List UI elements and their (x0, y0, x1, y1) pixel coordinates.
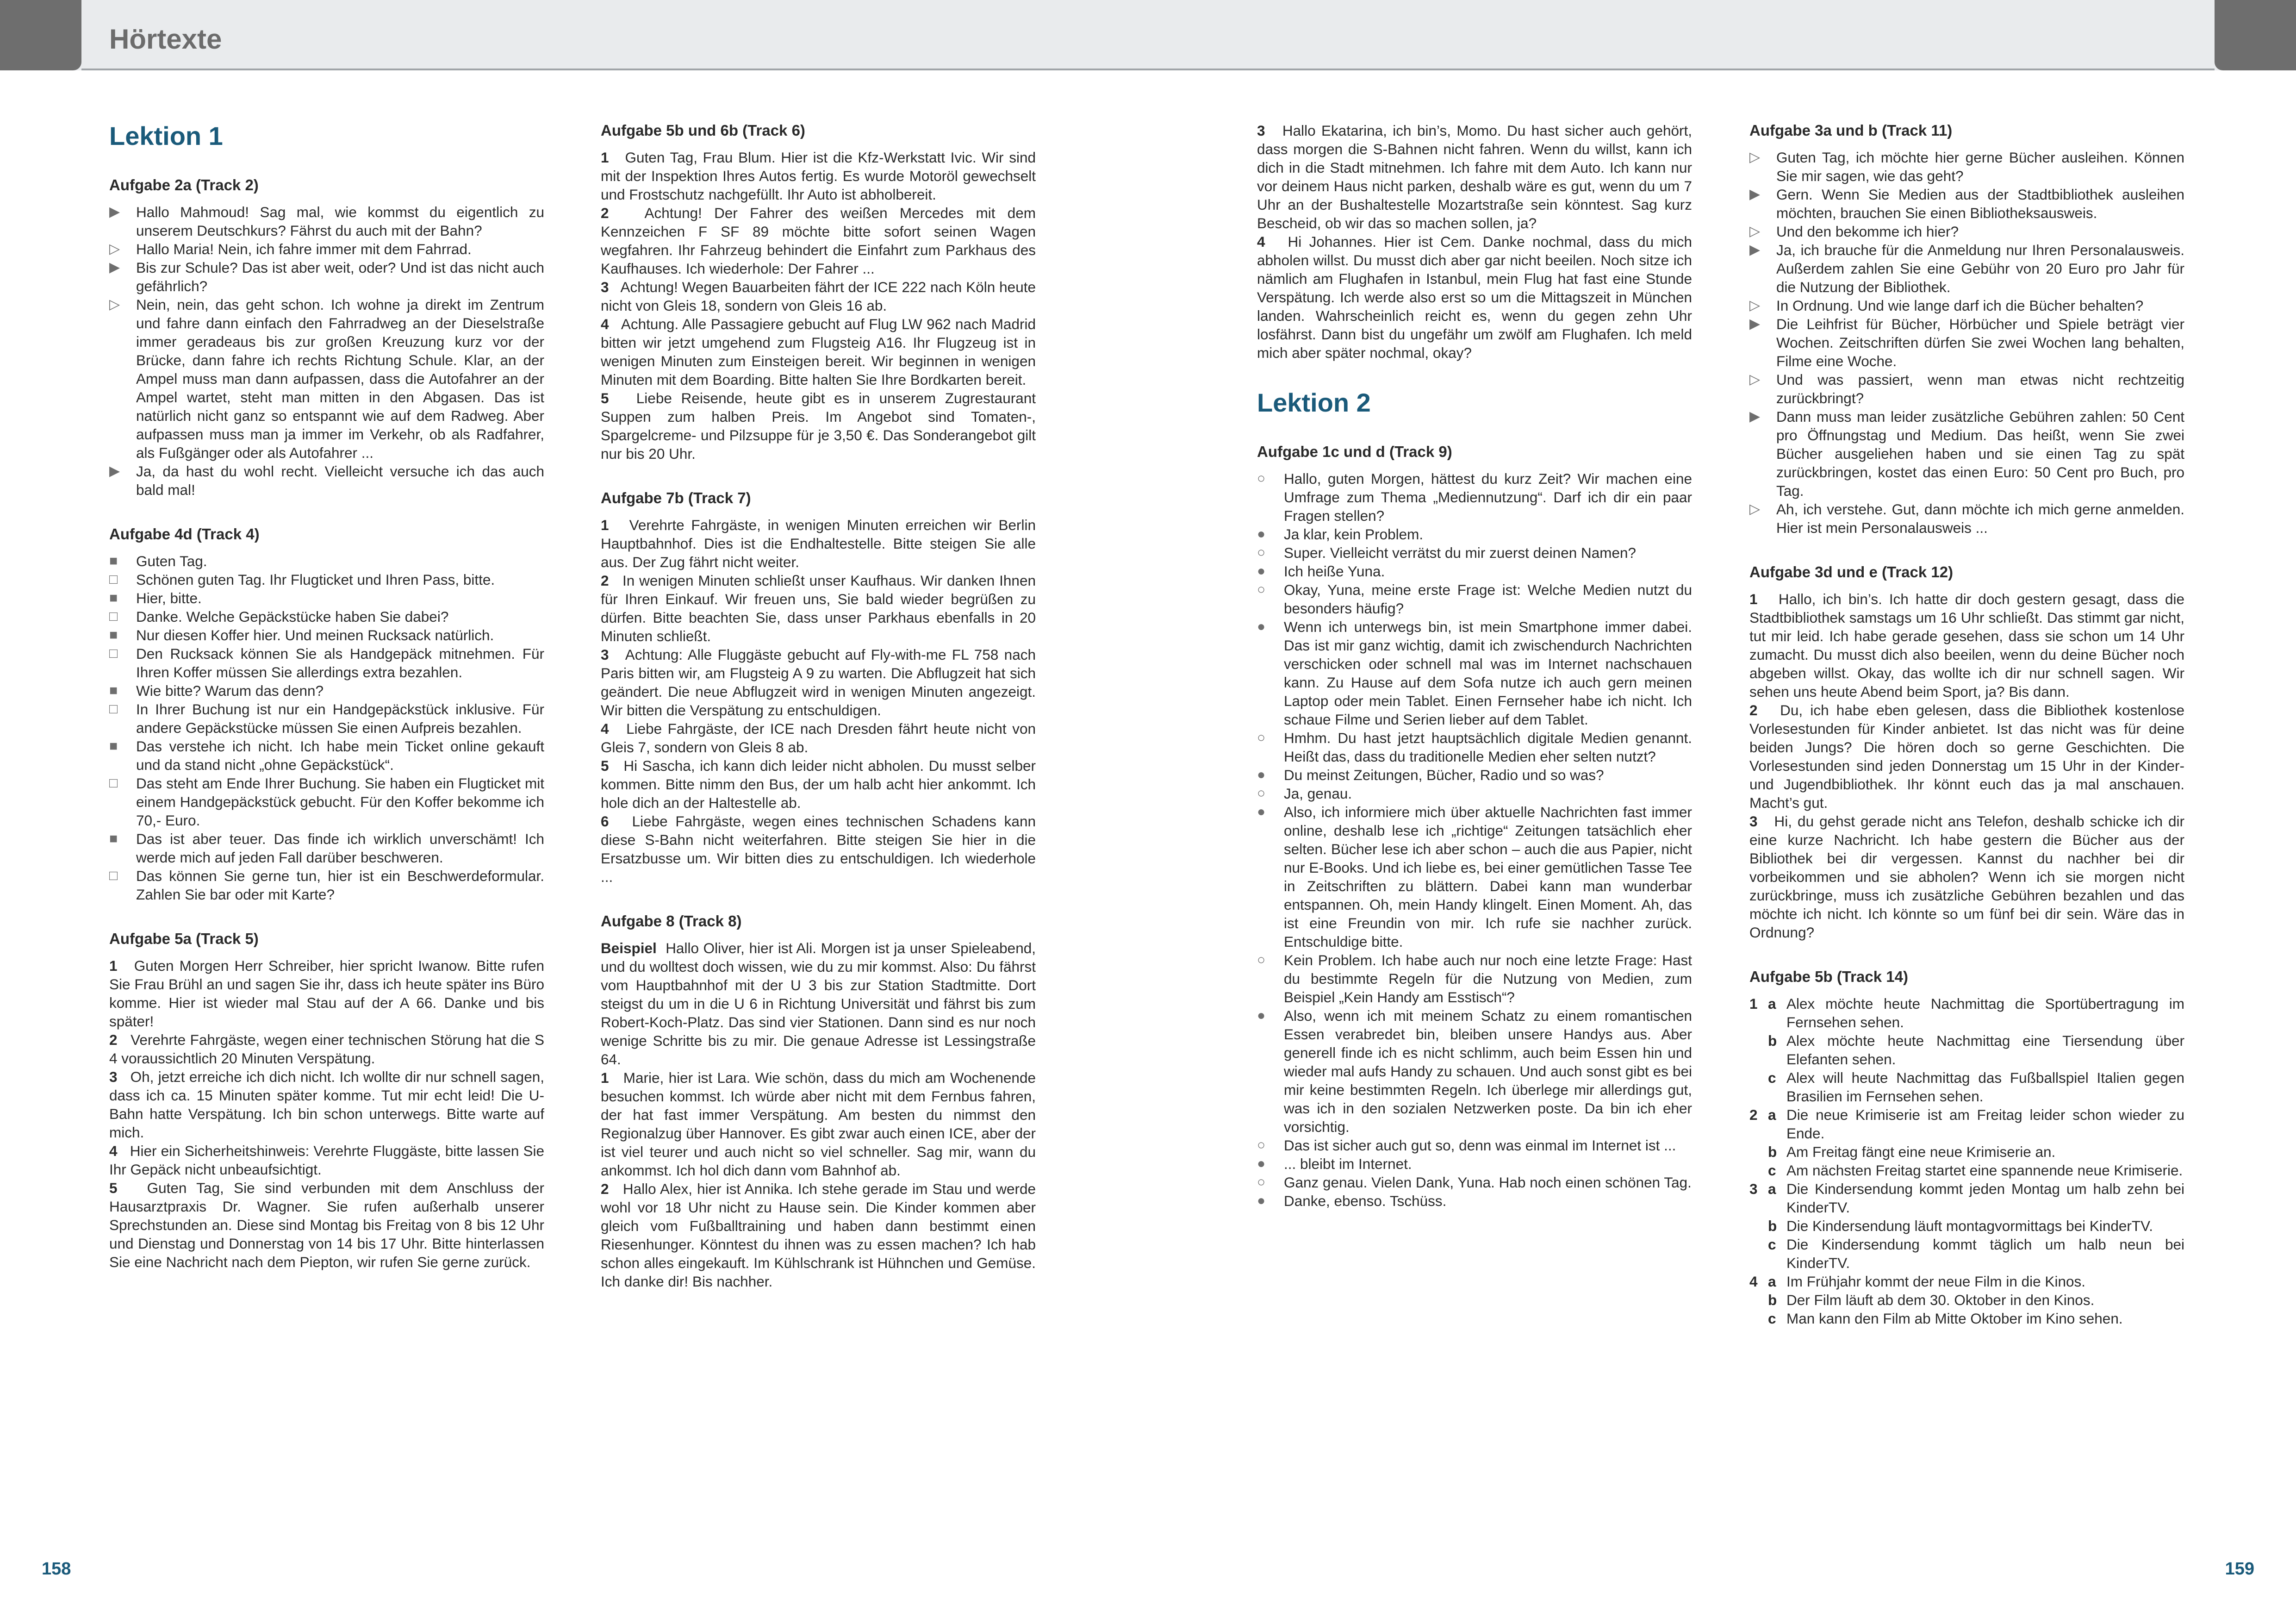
section-aufgabe-2a (109, 176, 544, 499)
option-line: 1 a Alex möchte heute Nachmittag die Sportübertragung im Fernsehen sehen. (1749, 995, 2184, 1031)
numbered-paragraph: 2 Verehrte Fahrgäste, wegen einer technischen Störung hat die S 4 voraussichtlich 20 Minuten Verspätung. (109, 1031, 544, 1067)
numbered-paragraph: 4 Hier ein Sicherheitshinweis: Verehrte Fluggäste, bitte lassen Sie Ihr Gepäck nicht unbeaufsichtigt. (109, 1143, 544, 1178)
numbered-paragraph: Beispiel Hallo Oliver, hier ist Ali. Morgen ist ja unser Spieleabend, und du wolltest doch wissen, wie du zu mir kommst. Also: Du fährst vom Hauptbahnhof mit der U 3 bis zur Station Stadtmitte. Dort steigst du um in die U 6 in Richtung Universität und fährst bis zum Robert-Koch-Platz. Das sind vier Stationen. Dann sind es nur noch wenige Schritte bis zu mir. Die genaue Adresse ist Lessingstraße 64. (601, 940, 1036, 1068)
triangle-open-icon: ▷ (1749, 150, 1761, 165)
section-aufgabe-3d-e (1749, 563, 2184, 942)
numbered-paragraph: 2 In wenigen Minuten schließt unser Kaufhaus. Wir danken Ihnen für Ihren Einkauf. Wir freuen uns, Sie bald wieder begrüßen zu dürfen. Bitte beachten Sie, dass unser Parkhaus ebenfalls in 20 Minuten schließt. (601, 572, 1036, 644)
dialog-line: ▶ Gern. Wenn Sie Medien aus der Stadtbibliothek ausleihen möchten, brauchen Sie einen Bibliotheksausweis. (1749, 186, 2184, 221)
option-line: c Am nächsten Freitag startet eine spannende neue Krimiserie. (1768, 1162, 2183, 1179)
numbered-paragraph: 1 Hallo, ich bin’s. Ich hatte dir doch gestern gesagt, dass die Stadtbibliothek samstags um 16 Uhr schließt. Das stimmt gar nicht, tut mir leid. Ich habe gerade gesehen, dass sie schon um 14 Uhr zumacht. Du musst dich also beeilen, wenn du deine Bücher noch abgeben willst. Okay, das wollte ich dir nur schnell sagen. Wir sehen uns heute Abend beim Sport, ja? Bis dann. (1749, 591, 2184, 700)
dialog-line: ▶ Ja, da hast du wohl recht. Vielleicht versuche ich das auch bald mal! (109, 463, 544, 498)
option-line: 2 a Die neue Krimiserie ist am Freitag leider schon wieder zu Ende. (1749, 1106, 2184, 1142)
dialog-line: ▶ Ja, ich brauche für die Anmeldung nur Ihren Personalausweis. Außerdem zahlen Sie eine Gebühr von 20 Euro pro Jahr für die Nutzung der Bibliothek. (1749, 242, 2184, 295)
section-title: Aufgabe 7b (Track 7) (601, 489, 751, 506)
option-line: 4 a Im Frühjahr kommt der neue Film in die Kinos. (1749, 1273, 2085, 1290)
dialog-line: ■ Hier, bitte. (109, 590, 202, 606)
numbered-paragraph: 6 Liebe Fahrgäste, wegen eines technischen Schadens kann diese S-Bahn nicht weiterfahren. Bitte steigen Sie hier in die Ersatzbusse um. Wir bitten dies zu entschuldigen. Ich wiederhole ... (601, 813, 1036, 885)
dialog-line: ● Du meinst Zeitungen, Bücher, Radio und so was? (1257, 767, 1604, 783)
dialog-line: ▷ Hallo Maria! Nein, ich fahre immer mit dem Fahrrad. (109, 241, 472, 257)
numbered-paragraph: 1 Guten Morgen Herr Schreiber, hier spricht Iwanow. Bitte rufen Sie Frau Brühl an und sagen Sie ihr, dass ich heute später ins Büro komme. Hier ist wieder mal Stau auf der A 66. Danke und bis später! (109, 957, 544, 1030)
numbered-paragraph: 2 Du, ich habe eben gelesen, dass die Bibliothek kostenlose Vorlesestunden für Kinder anbietet. Ist das nicht was für deine beiden Jungs? Die hören doch so gerne Geschichten. Die Vorlesestunden sind jeden Donnerstag um 15 Uhr in der Kinder- und Jugendbibliothek. Ihr könnt euch das ja mal anschauen. Macht’s gut. (1749, 702, 2184, 811)
option-line: 3 a Die Kindersendung kommt jeden Montag um halb zehn bei KinderTV. (1749, 1181, 2184, 1216)
circle-filled-icon: ● (1257, 526, 1266, 542)
circle-open-icon: ○ (1257, 786, 1266, 801)
section-title: Aufgabe 2a (Track 2) (109, 176, 259, 194)
dialog-line: ○ Hallo, guten Morgen, hättest du kurz Zeit? Wir machen eine Umfrage zum Thema „Mediennutzung“. Darf ich dir ein paar Fragen stellen? (1257, 470, 1692, 524)
dialog-line: ▶ Bis zur Schule? Das ist aber weit, oder? Und ist das nicht auch gefährlich? (109, 259, 544, 294)
dialog-line: ■ Guten Tag. (109, 553, 207, 569)
numbered-paragraph: 1 Guten Tag, Frau Blum. Hier ist die Kfz-Werkstatt Ivic. Wir sind mit der Inspektion Ihres Autos fertig. Es wurde Motoröl gewechselt und Frostschutz nachgefüllt. Ihr Auto ist abholbereit. (601, 149, 1036, 203)
circle-open-icon: ○ (1257, 730, 1266, 745)
section-title: Aufgabe 8 (Track 8) (601, 912, 742, 930)
circle-filled-icon: ● (1257, 563, 1266, 579)
square-filled-icon: ■ (109, 738, 118, 754)
section-aufgabe-3a-b (1749, 121, 2184, 537)
header-title: Hörtexte (109, 24, 222, 55)
section-aufgabe-4d (109, 525, 544, 904)
square-open-icon: □ (109, 646, 118, 661)
dialog-line: ▶ Hallo Mahmoud! Sag mal, wie kommst du eigentlich zu unserem Deutschkurs? Fährst du auch mit der Bahn? (109, 204, 544, 239)
dialog-line: ● Ich heiße Yuna. (1257, 563, 1385, 580)
square-filled-icon: ■ (109, 831, 118, 846)
square-open-icon: □ (109, 701, 118, 717)
section-aufgabe-7b (601, 489, 1036, 886)
triangle-filled-icon: ▶ (109, 463, 120, 479)
dialog-line: ○ Das ist sicher auch gut so, denn was einmal im Internet ist ... (1257, 1137, 1676, 1154)
numbered-paragraph: 1 Verehrte Fahrgäste, in wenigen Minuten erreichen wir Berlin Hauptbahnhof. Dies ist die Endhaltestelle. Bitte steigen Sie alle aus. Der Zug fährt nicht weiter. (601, 517, 1036, 570)
square-filled-icon: ■ (109, 590, 118, 606)
dialog-line: ○ Okay, Yuna, meine erste Frage ist: Welche Medien nutzt du besonders häufig? (1257, 581, 1692, 617)
dialog-line: ○ Ja, genau. (1257, 785, 1352, 802)
dialog-line: ▷ Und was passiert, wenn man etwas nicht rechtzeitig zurückbringt? (1749, 371, 2184, 406)
header-tab-right (2215, 0, 2296, 70)
dialog-line: ■ Das verstehe ich nicht. Ich habe mein Ticket online gekauft und da stand nicht „ohne Gepäckstück“. (109, 738, 544, 773)
circle-open-icon: ○ (1257, 1174, 1266, 1190)
numbered-paragraph: 4 Liebe Fahrgäste, der ICE nach Dresden fährt heute nicht von Gleis 7, sondern von Gleis 8 ab. (601, 720, 1036, 756)
circle-filled-icon: ● (1257, 804, 1266, 819)
square-open-icon: □ (109, 609, 118, 624)
dialog-line: ▶ Dann muss man leider zusätzliche Gebühren zahlen: 50 Cent pro Öffnungstag und Medium. Das heißt, wenn Sie zwei Bücher ausgeliehen haben und sie einen Tag zu spät zurückbringen, kostet das einen Euro: 50 Cent pro Buch, pro Tag. (1749, 408, 2184, 499)
dialog-line: ▷ Ah, ich verstehe. Gut, dann möchte ich mich gerne anmelden. Hier ist mein Personalausweis ... (1749, 501, 2184, 536)
dialog-line: ● Also, wenn ich mit meinem Schatz zu einem romantischen Essen verabredet bin, bleiben unsere Handys aus. Aber generell finde ich es nicht schlimm, auch beim Essen hin und wieder mal aufs Handy zu schauen. Und auch sonst gibt es bei mir keine bestimmten Regeln. Ich überlege mir allerdings gut, was ich in den sozialen Netzwerken poste. Da bin ich eher vorsichtig. (1257, 1007, 1692, 1135)
page-number-left: 158 (42, 1559, 71, 1579)
dialog-line: ■ Das ist aber teuer. Das finde ich wirklich unverschämt! Ich werde mich auf jeden Fall darüber beschweren. (109, 831, 544, 866)
column-2 (601, 121, 1036, 1317)
section-title: Aufgabe 1c und d (Track 9) (1257, 443, 1452, 460)
dialog-line: ● ... bleibt im Internet. (1257, 1156, 1412, 1172)
dialog-line: ● Also, ich informiere mich über aktuelle Nachrichten fast immer online, deshalb lese ich „richtige“ Zeitungen tatsächlich eher selten. Bücher lese ich aber schon – auch die aus Papier, nicht nur E-Books. Und ich liebe es, bei einer gemütlichen Tasse Tee in Zeitschriften zu blättern. Dabei kann man wunderbar entspannen. Oh, mein Handy klingelt. Einen Moment. Ah, das ist eine Freundin von mir. Ich rufe sie nachher zurück. Entschuldige bitte. (1257, 804, 1692, 950)
circle-open-icon: ○ (1257, 582, 1266, 597)
circle-filled-icon: ● (1257, 767, 1266, 782)
triangle-open-icon: ▷ (1749, 298, 1761, 313)
header-tab-left (0, 0, 81, 70)
dialog-line: □ Danke. Welche Gepäckstücke haben Sie dabei? (109, 608, 449, 625)
dialog-line: ○ Kein Problem. Ich habe auch nur noch eine letzte Frage: Hast du bestimmte Regeln für die Nutzung von Medien, zum Beispiel „Kein Handy am Esstisch“? (1257, 952, 1692, 1006)
triangle-open-icon: ▷ (109, 241, 120, 256)
triangle-filled-icon: ▶ (1749, 409, 1761, 424)
option-line: c Die Kindersendung kommt täglich um halb neun bei KinderTV. (1768, 1236, 2184, 1271)
numbered-paragraph: 4 Hi Johannes. Hier ist Cem. Danke nochmal, dass du mich abholen willst. Du musst dich aber gar nicht beeilen. Noch sitze ich nämlich am Flughafen in Istanbul, mein Flug hat fast eine Stunde Verspätung. Ich werde also erst so um die Mittagszeit in München landen. Wahrscheinlich reicht es, wenn du gegen zehn Uhr losfährst. Dann bist du ungefähr um zwölf am Flughafen. Ich meld mich aber später nochmal, okay? (1257, 233, 1692, 361)
dialog-line: □ Den Rucksack können Sie als Handgepäck mitnehmen. Für Ihren Koffer müssen Sie allerdings extra bezahlen. (109, 645, 544, 681)
square-filled-icon: ■ (109, 553, 118, 568)
dialog-line: ▷ In Ordnung. Und wie lange darf ich die Bücher behalten? (1749, 297, 2144, 314)
page-header (0, 0, 2296, 70)
triangle-open-icon: ▷ (109, 297, 120, 312)
dialog-line: ○ Hmhm. Du hast jetzt hauptsächlich digitale Medien genannt. Heißt das, dass du traditionelle Medien eher selten nutzt? (1257, 730, 1692, 765)
header-divider (81, 69, 2215, 70)
square-filled-icon: ■ (109, 683, 118, 698)
section-aufgabe-5b (1749, 968, 2184, 1328)
circle-filled-icon: ● (1257, 619, 1266, 634)
triangle-filled-icon: ▶ (1749, 316, 1761, 331)
section-aufgabe-5b-6b (601, 121, 1036, 463)
triangle-filled-icon: ▶ (1749, 242, 1761, 257)
dialog-line: ▷ Nein, nein, das geht schon. Ich wohne ja direkt im Zentrum und fahre dann einfach den Fahrradweg an der Dieselstraße immer geradeaus bis zur großen Kreuzung kurz vor der Brücke, dann fahre ich rechts Richtung Schule. Klar, an der Ampel muss man dann aufpassen, dass die Autofahrer an der Ampel wartet, steht man mitten in den Abgasen. Das ist natürlich nicht ganz so entspannt wie auf dem Radweg. Aber aufpassen muss man ja immer im Verkehr, ob als Radfahrer, als Fußgänger oder als Autofahrer ... (109, 296, 544, 461)
circle-open-icon: ○ (1257, 1137, 1266, 1153)
dialog-line: □ In Ihrer Buchung ist nur ein Handgepäckstück inklusive. Für andere Gepäckstücke müssen Sie einen Aufpreis bezahlen. (109, 701, 544, 736)
dialog-line: ▶ Die Leihfrist für Bücher, Hörbücher und Spiele beträgt vier Wochen. Zeitschriften dürfen Sie zwei Wochen lang behalten, Filme eine Woche. (1749, 316, 2184, 369)
triangle-open-icon: ▷ (1749, 372, 1761, 387)
option-line: b Alex möchte heute Nachmittag eine Tiersendung über Elefanten sehen. (1768, 1032, 2184, 1068)
numbered-paragraph: 4 Achtung. Alle Passagiere gebucht auf Flug LW 962 nach Madrid bitten wir jetzt umgehend zum Flugsteig A16. Ihr Flugzeug ist in wenigen Minuten zum Einsteigen bereit. Wir beginnen in wenigen Minuten mit dem Boarding. Bitte halten Sie Ihre Bordkarten bereit. (601, 316, 1036, 388)
numbered-paragraph: 3 Oh, jetzt erreiche ich dich nicht. Ich wollte dir nur schnell sagen, dass ich ca. 15 Minuten später komme. Tut mir echt leid! Die U-Bahn hatte Verspätung. Ich bin schon unterwegs. Bitte warte auf mich. (109, 1068, 544, 1141)
option-line: b Der Film läuft ab dem 30. Oktober in den Kinos. (1768, 1292, 2095, 1308)
dialog-line: ▷ Guten Tag, ich möchte hier gerne Bücher ausleihen. Können Sie mir sagen, wie das geht? (1749, 149, 2184, 184)
column-4 (1749, 121, 2184, 1354)
numbered-paragraph: 3 Achtung! Wegen Bauarbeiten fährt der ICE 222 nach Köln heute nicht von Gleis 18, sondern von Gleis 16 ab. (601, 279, 1036, 314)
circle-open-icon: ○ (1257, 471, 1266, 486)
numbered-paragraph: 5 Hi Sascha, ich kann dich leider nicht abholen. Du musst selber kommen. Bitte nimm den Bus, der um halb acht hier ankommt. Ich hole dich an der Haltestelle ab. (601, 757, 1036, 811)
section-aufgabe-5a (109, 930, 544, 1271)
lektion-1-heading: Lektion 1 (109, 121, 223, 150)
numbered-paragraph: 5 Liebe Reisende, heute gibt es in unserem Zugrestaurant Suppen zum halben Preis. Im Angebot sind Tomaten-, Spargelcreme- und Pilzsuppe für je 3,50 €. Das Sonderangebot gilt nur bis 20 Uhr. (601, 390, 1036, 462)
section-title: Aufgabe 4d (Track 4) (109, 525, 260, 543)
dialog-line: ● Danke, ebenso. Tschüss. (1257, 1193, 1447, 1209)
section-aufgabe-8 (601, 912, 1036, 1291)
dialog-line: ○ Ganz genau. Vielen Dank, Yuna. Hab noch einen schönen Tag. (1257, 1174, 1692, 1191)
dialog-line: ▷ Und den bekomme ich hier? (1749, 223, 1959, 240)
lektion-2-heading: Lektion 2 (1257, 388, 1371, 417)
triangle-filled-icon: ▶ (109, 204, 120, 219)
dialog-line: ● Ja klar, kein Problem. (1257, 526, 1424, 543)
dialog-line: □ Das können Sie gerne tun, hier ist ein Beschwerdeformular. Zahlen Sie bar oder mit Karte? (109, 868, 544, 903)
circle-open-icon: ○ (1257, 952, 1266, 968)
triangle-filled-icon: ▶ (1749, 187, 1761, 202)
circle-filled-icon: ● (1257, 1008, 1266, 1023)
option-line: c Alex will heute Nachmittag das Fußballspiel Italien gegen Brasilien im Fernsehen sehen. (1768, 1069, 2184, 1105)
section-title: Aufgabe 3a und b (Track 11) (1749, 122, 1953, 139)
circle-filled-icon: ● (1257, 1193, 1266, 1208)
dialog-line: □ Das steht am Ende Ihrer Buchung. Sie haben ein Flugticket mit einem Handgepäckstück gebucht. Für den Koffer bekomme ich 70,- Euro. (109, 775, 544, 829)
dialog-line: ■ Wie bitte? Warum das denn? (109, 682, 324, 699)
option-line: b Die Kindersendung läuft montagvormittags bei KinderTV. (1768, 1218, 2153, 1234)
numbered-paragraph: 2 Hallo Alex, hier ist Annika. Ich stehe gerade im Stau und werde wohl vor 18 Uhr nicht zu Hause sein. Die Kinder kommen aber gleich vom Fußballtraining und haben dann bestimmt einen Riesenhunger. Könntest du ihnen was zu essen machen? Ich hab schon alles eingekauft. Im Kühlschrank ist Hühnchen und Gemüse. Ich danke dir! Bis nachher. (601, 1181, 1036, 1290)
triangle-filled-icon: ▶ (109, 260, 120, 275)
column-1 (109, 121, 544, 1297)
triangle-open-icon: ▷ (1749, 224, 1761, 239)
square-open-icon: □ (109, 775, 118, 791)
numbered-paragraph: 3 Hi, du gehst gerade nicht ans Telefon, deshalb schicke ich dir eine kurze Nachricht. Ich habe gestern die Bücher aus der Bibliothek bei dir vergessen. Kannst du nachher bei dir vorbeikommen und sie abholen? Wenn ich sie morgen nicht zurückbringe, muss ich zusätzliche Gebühren bezahlen und das möchte ich nicht. Ich könnte so um fünf bei dir sein. Wäre das in Ordnung? (1749, 813, 2184, 941)
dialog-line: ○ Super. Vielleicht verrätst du mir zuerst deinen Namen? (1257, 544, 1636, 561)
circle-open-icon: ○ (1257, 545, 1266, 560)
section-title: Aufgabe 5b und 6b (Track 6) (601, 122, 805, 139)
section-title: Aufgabe 5b (Track 14) (1749, 968, 1908, 985)
section-title: Aufgabe 5a (Track 5) (109, 930, 259, 947)
section-title: Aufgabe 3d und e (Track 12) (1749, 563, 1954, 581)
circle-filled-icon: ● (1257, 1156, 1266, 1171)
option-line: c Man kann den Film ab Mitte Oktober im Kino sehen. (1768, 1310, 2123, 1327)
square-filled-icon: ■ (109, 627, 118, 643)
square-open-icon: □ (109, 572, 118, 587)
numbered-paragraph: 1 Marie, hier ist Lara. Wie schön, dass du mich am Wochenende besuchen kommst. Ich würde aber nicht mit dem Fernbus fahren, der hat fast immer Verspätung. Am besten du nimmst den Regionalzug über Hannover. Es gibt zwar auch einen ICE, aber der ist viel teurer und auch nicht so viel schneller. Sag mir, wann du ankommst. Ich hol dich dann vom Bahnhof ab. (601, 1069, 1036, 1179)
numbered-paragraph: 3 Hallo Ekatarina, ich bin’s, Momo. Du hast sicher auch gehört, dass morgen die S-Bahnen nicht fahren. Wenn du willst, kann ich dich in die Stadt mitnehmen. Ich fahre mit dem Auto. Ich kann nur vor deinem Haus nicht parken, deshalb wäre es gut, wenn du um 7 Uhr an der Bushaltestelle Mozartstraße sein könntest. Sag kurz Bescheid, ob wir das so machen sollen, ja? (1257, 122, 1692, 231)
numbered-paragraph: 5 Guten Tag, Sie sind verbunden mit dem Anschluss der Hausarztpraxis Dr. Wagner. Sie rufen außerhalb unserer Sprechstunden an. Diese sind Montag bis Freitag von 8 bis 12 Uhr und Dienstag und Donnerstag von 14 bis 17 Uhr. Bitte hinterlassen Sie eine Nachricht nach dem Piepton, wir rufen Sie gerne zurück. (109, 1180, 544, 1270)
column-3 (1257, 121, 1692, 1236)
section-aufgabe-1c-d (1257, 443, 1692, 1210)
numbered-paragraph: 3 Achtung: Alle Fluggäste gebucht auf Fly-with-me FL 758 nach Paris bitten wir, am Flugsteig A 9 zu warten. Die Abflugzeit hat sich geändert. Die neue Abflugzeit wird in wenigen Minuten angezeigt. Wir bitten die Verspätung zu entschuldigen. (601, 646, 1036, 718)
section-aufgabe-8-continued (1257, 121, 1692, 362)
triangle-open-icon: ▷ (1749, 501, 1761, 517)
numbered-paragraph: 2 Achtung! Der Fahrer des weißen Mercedes mit dem Kennzeichen F SF 89 möchte bitte sofort seinen Wagen wegfahren. Ihr Fahrzeug behindert die Einfahrt zum Parkhaus des Kaufhauses. Ich wiederhole: Der Fahrer ... (601, 205, 1036, 277)
dialog-line: □ Schönen guten Tag. Ihr Flugticket und Ihren Pass, bitte. (109, 571, 495, 588)
square-open-icon: □ (109, 868, 118, 883)
page-number-right: 159 (2225, 1559, 2254, 1579)
dialog-line: ● Wenn ich unterwegs bin, ist mein Smartphone immer dabei. Das ist mir ganz wichtig, damit ich zwischendurch Nachrichten verschicken oder schnell mal was im Internet nachschauen kann. Zu Hause auf dem Sofa nutze ich auch gern meinen Laptop oder mein Tablet. Einen Fernseher habe ich nicht. Ich schaue Filme und Serien lieber auf dem Tablet. (1257, 618, 1692, 728)
dialog-line: ■ Nur diesen Koffer hier. Und meinen Rucksack natürlich. (109, 627, 494, 643)
option-line: b Am Freitag fängt eine neue Krimiserie an. (1768, 1143, 2056, 1160)
